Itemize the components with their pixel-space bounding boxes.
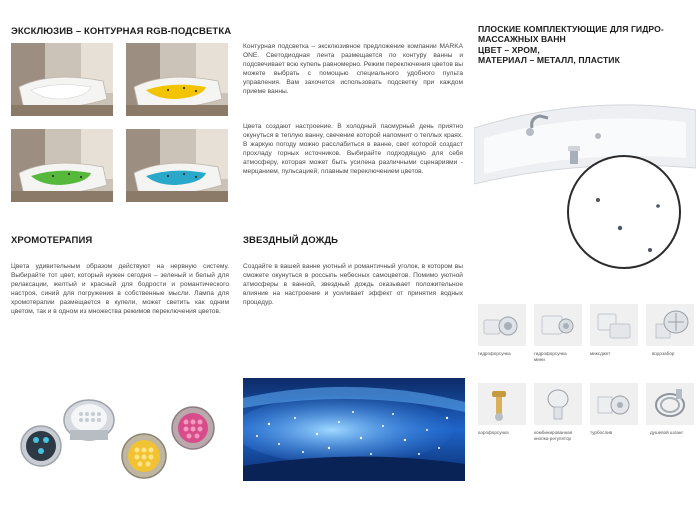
component-label-airjet: аэрофорсунка [478,430,509,435]
chromo-lamps-image [15,388,225,488]
component-thumb-combined-button [534,383,582,425]
component-thumb-turbo-drain [590,383,638,425]
tub-photo-white [11,43,113,116]
exclusive-paragraph-1: Контурная подсветка – эксклюзивное предложение компании MARKA ONE. Светодиодная лента размещается по контуру ванны и подсвечивает всю купель равномерно. Режим переключения цветов вы можете выбрать с помощью специального удобного пульта управления. Вам захочется использовать подсветку при каждом приеме ванны. [243,43,463,96]
component-label-mixjet: миксджет [590,351,611,356]
component-thumb-hydrojet-mini [534,304,582,346]
exclusive-paragraph-2: Цвета создают настроение. В холодный пасмурный день приятно окунуться в теплую ванну, свечение которой напомнит о теплых краях. В жаркую погоду можно расслабиться в ванне, свет которой создаст прохладу горных источников. Выбирайте подходящую для себя атмосферу, которая может быть усилена различными сценариями - мерцанием, пульсацией, плавным переключением цветов. [243,123,463,176]
components-heading [478,24,664,65]
component-thumb-airjet [478,383,526,425]
component-thumb-hydrojet [478,304,526,346]
components-heading-line-3: ЦВЕТ – ХРОМ, [478,44,540,55]
component-label-water-intake: водозабор [652,351,675,356]
component-thumb-shower-hose [646,383,694,425]
component-label-hydrojet-mini: гидрофорсунка мини [534,351,567,362]
tub-photo-blue [126,129,228,202]
exclusive-heading: ЭКСКЛЮЗИВ – КОНТУРНАЯ RGB-ПОДСВЕТКА [11,26,232,37]
star-rain-image [243,378,465,481]
tub-photo-green [11,129,113,202]
bathtub-components-image [474,88,696,278]
components-heading-line-1: ПЛОСКИЕ КОМПЛЕКТУЮЩИЕ ДЛЯ ГИДРО- [478,24,664,34]
rain-paragraph: Создайте в вашей ванне уютный и романтичный уголок, в котором вы сможете окунуться в россыпь небесных самоцветов. Помимо уютной атмосферы в ванной, звездный дождь оказывает положительное влияние на настроение и усиливает эффект от принятия водных процедур. [243,263,463,307]
component-thumb-mixjet [590,304,638,346]
chromo-paragraph: Цвета удивительным образом действуют на нервную систему. Выбирайте тот цвет, который нужен сегодня – зеленый и белый для релаксации, желтый и красный для бодрости и романтического настроя, синий для погружения в собственные мысли. Лампа для хромотерапии размещается в купели, может светить как одним цветом, так и в одном из множества режимов переключения цветов. [11,263,229,316]
components-heading-line-4: МАТЕРИАЛ – МЕТАЛЛ, ПЛАСТИК [478,54,620,65]
component-label-turbo-drain: турбослив [590,430,613,435]
component-label-shower-hose: душевой шланг [650,430,684,435]
component-thumb-water-intake [646,304,694,346]
rain-heading: ЗВЕЗДНЫЙ ДОЖДЬ [243,235,339,246]
components-heading-line-2: МАССАЖНЫХ ВАНН [478,34,566,45]
tub-photo-yellow [126,43,228,116]
component-label-hydrojet: гидрофорсунка [478,351,511,356]
component-label-combined-button: комбинированная кнопка-регулятор [534,430,573,441]
chromo-heading: ХРОМОТЕРАПИЯ [11,235,93,246]
